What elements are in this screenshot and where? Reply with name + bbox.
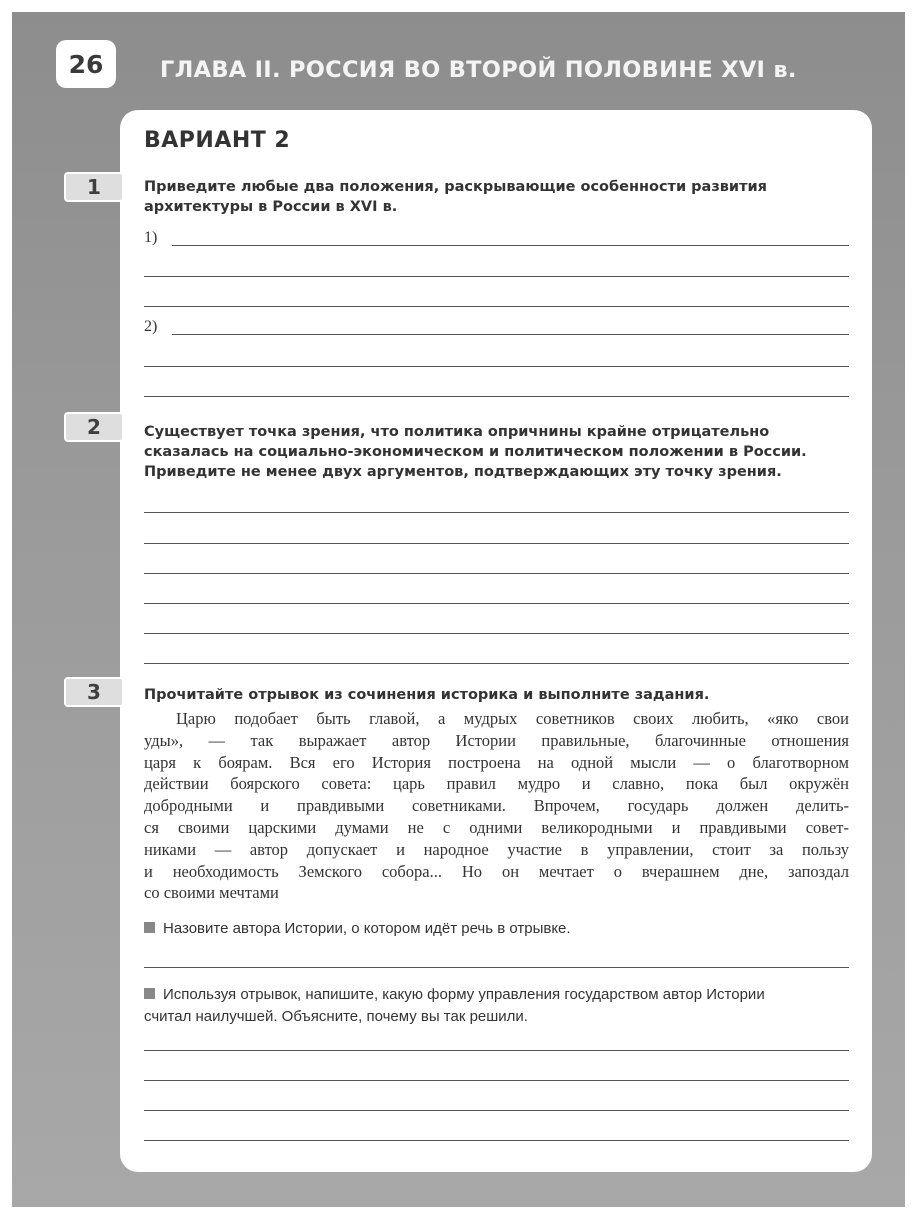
answer-line[interactable] — [144, 1140, 849, 1141]
answer-line[interactable] — [144, 306, 849, 307]
subtask-2 — [144, 984, 765, 1028]
answer-line[interactable] — [172, 334, 849, 335]
answer-line[interactable] — [144, 276, 849, 277]
excerpt-line: никами — автор допускает и народное участие в управлении, стоит за пользу — [144, 839, 849, 859]
task-2-question — [144, 422, 844, 482]
task-1-question-line: архитектуры в России в XVI в. — [144, 199, 398, 215]
historian-excerpt — [144, 708, 849, 904]
answer-line[interactable] — [144, 512, 849, 513]
excerpt-line: добродными и правдивыми советниками. Впрочем, государь должен делить- — [144, 796, 849, 816]
square-bullet-icon — [144, 922, 155, 933]
subtask-2-text-line: считал наилучшей. Объясните, почему вы так решили. — [144, 1008, 528, 1025]
answer-line[interactable] — [144, 543, 849, 544]
task-3-question-line: Прочитайте отрывок из сочинения историка и выполните задания. — [144, 687, 710, 703]
excerpt-line: со своими мечтами — [144, 883, 279, 903]
answer-line[interactable] — [144, 633, 849, 634]
answer-line[interactable] — [144, 573, 849, 574]
task-number-3: 3 — [64, 677, 124, 707]
chapter-title: ГЛАВА II. РОССИЯ ВО ВТОРОЙ ПОЛОВИНЕ XVI в. — [160, 57, 797, 83]
subtask-1-text: Назовите автора Истории, о котором идёт речь в отрывке. — [163, 920, 571, 937]
answer-line[interactable] — [172, 245, 849, 246]
task-3-question — [144, 685, 844, 705]
task-number-2: 2 — [64, 412, 124, 442]
excerpt-line: действии боярского совета: царь правил мудро и славно, пока был окружён — [144, 774, 849, 794]
task-2-question-line: Приведите не менее двух аргументов, подтверждающих эту точку зрения. — [144, 464, 782, 480]
answer-line[interactable] — [144, 1080, 849, 1081]
excerpt-line: и необходимость Земского собора... Но он мечтает о вчерашнем дне, запоздал — [144, 861, 849, 881]
task-2-question-line: сказалась на социально-экономическом и политическом положении в России. — [144, 444, 807, 460]
answer-line[interactable] — [144, 603, 849, 604]
subtask-2-text-line: Используя отрывок, напишите, какую форму управления государством автор Истории — [163, 986, 765, 1003]
answer-label-2: 2) — [144, 318, 158, 335]
subtask-1 — [144, 918, 571, 940]
answer-label-1: 1) — [144, 229, 158, 246]
excerpt-line: царя к боярам. Вся его История построена на одной мысли — о благотворном — [144, 752, 849, 772]
excerpt-line: уды», — так выражает автор Истории правильные, благочинные отношения — [144, 730, 849, 750]
answer-line[interactable] — [144, 1050, 849, 1051]
square-bullet-icon — [144, 988, 155, 999]
answer-line[interactable] — [144, 366, 849, 367]
variant-title: ВАРИАНТ 2 — [144, 128, 291, 153]
excerpt-line: Царю подобает быть главой, а мудрых советников своих любить, «яко свои — [176, 709, 849, 728]
page-number: 26 — [56, 40, 116, 88]
task-2-question-line: Существует точка зрения, что политика опричнины крайне отрицательно — [144, 424, 770, 440]
answer-line[interactable] — [144, 663, 849, 664]
excerpt-line: ся своими царскими думами не с одними великородными и правдивыми совет- — [144, 817, 849, 837]
task-1-question-line: Приведите любые два положения, раскрывающие особенности развития — [144, 179, 767, 195]
task-1-question — [144, 177, 844, 217]
answer-line[interactable] — [144, 396, 849, 397]
answer-line[interactable] — [144, 1110, 849, 1111]
task-number-1: 1 — [64, 172, 124, 202]
answer-line[interactable] — [144, 967, 849, 968]
